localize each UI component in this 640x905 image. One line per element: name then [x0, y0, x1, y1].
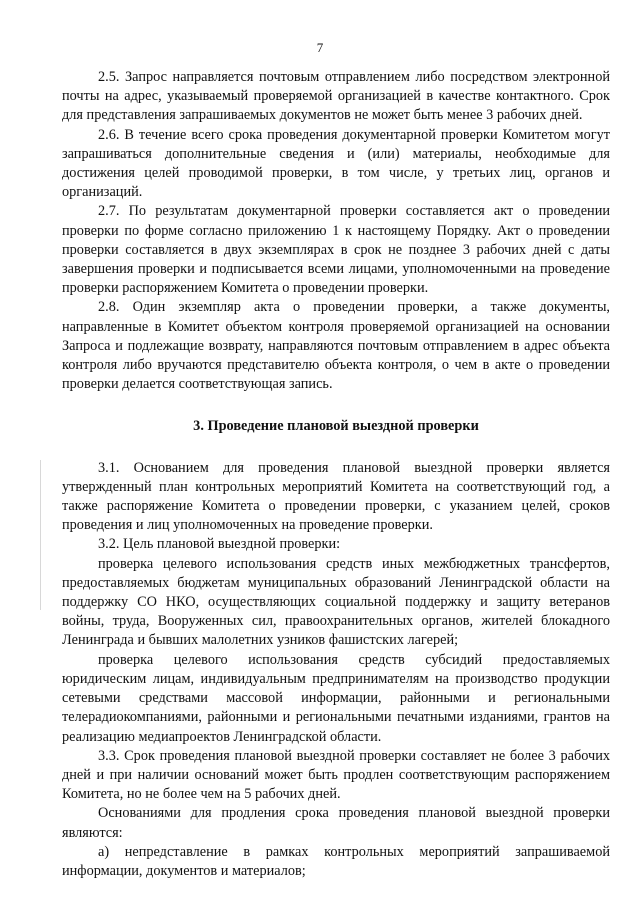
paragraph-3-2-a: проверка целевого использования средств иных межбюджетных трансфертов, предоставляемых бюджетам муниципальных образований Ленинградской области на поддержку СО НКО, осуществляющих социальной поддержку и защиту ветеранов войны, труда, Вооруженных сил, правоохранительных органов, жителей блокадного Ленинграда и бывших малолетних узников фашистских лагерей;	[62, 555, 610, 649]
section-3-heading: 3. Проведение плановой выездной проверки	[193, 418, 479, 435]
paragraph-3-2: 3.2. Цель плановой выездной проверки:	[98, 536, 341, 553]
paragraph-3-3: 3.3. Срок проведения плановой выездной проверки составляет не более 3 рабочих дней и при наличии оснований может быть продлен соответствующим распоряжением Комитета, но не более чем на 5 рабочих дней.	[62, 747, 610, 803]
document-body	[62, 68, 610, 881]
paragraph-3-3-b: Основаниями для продления срока проведения плановой выездной проверки являются:	[62, 805, 610, 841]
paragraph-2-5: 2.5. Запрос направляется почтовым отправлением либо посредством электронной почты на адрес, указываемый проверяемой организацией в качестве контактного. Срок для представления запрашиваемых документов не может быть менее 3 рабочих дней.	[62, 69, 610, 124]
scan-mark	[40, 460, 41, 610]
paragraph-3-3-c: а) непредставление в рамках контрольных мероприятий запрашиваемой информации, документов и материалов;	[62, 843, 610, 879]
paragraph-2-7: 2.7. По результатам документарной проверки составляется акт о проведении проверки по форме согласно приложению 1 к настоящему Порядку. Акт о проведении проверки составляется в двух экземплярах в срок не позднее 3 рабочих дней с даты завершения проверки и подписывается всеми лицами, уполномоченными на проведение проверки распоряжением Комитета о проведении проверки.	[62, 203, 610, 297]
page-number: 7	[316, 40, 324, 55]
paragraph-2-6: 2.6. В течение всего срока проведения документарной проверки Комитетом могут запрашиваться дополнительные сведения и (или) материалы, необходимые для достижения целей проводимой проверки, в том числе, у третьих лиц, органов и организаций.	[62, 126, 610, 201]
paragraph-2-8: 2.8. Один экземпляр акта о проведении проверки, а также документы, направленные в Комитет объектом контроля проверяемой организацией на основании Запроса и подлежащие возврату, направляются почтовым отправлением в адрес объекта контроля либо вручаются представителю объекта контроля, о чем в акте о проведении проверки делается соответствующая запись.	[62, 299, 610, 393]
paragraph-3-2-b: проверка целевого использования средств субсидий предоставляемых юридическим лицам, индивидуальным предпринимателям на производство продукции сетевыми средствами массовой информации, районными и региональными телерадиокомпаниями, районными и региональными печатными изданиями, грантов на реализацию медиапроектов Ленинградской области.	[62, 651, 610, 745]
paragraph-3-1: 3.1. Основанием для проведения плановой выездной проверки является утвержденный план контрольных мероприятий Комитета на соответствующий год, а также распоряжение Комитета о проведении проверки, с указанием целей, сроков проведения и лиц уполномоченных на проведение проверки.	[62, 459, 610, 534]
